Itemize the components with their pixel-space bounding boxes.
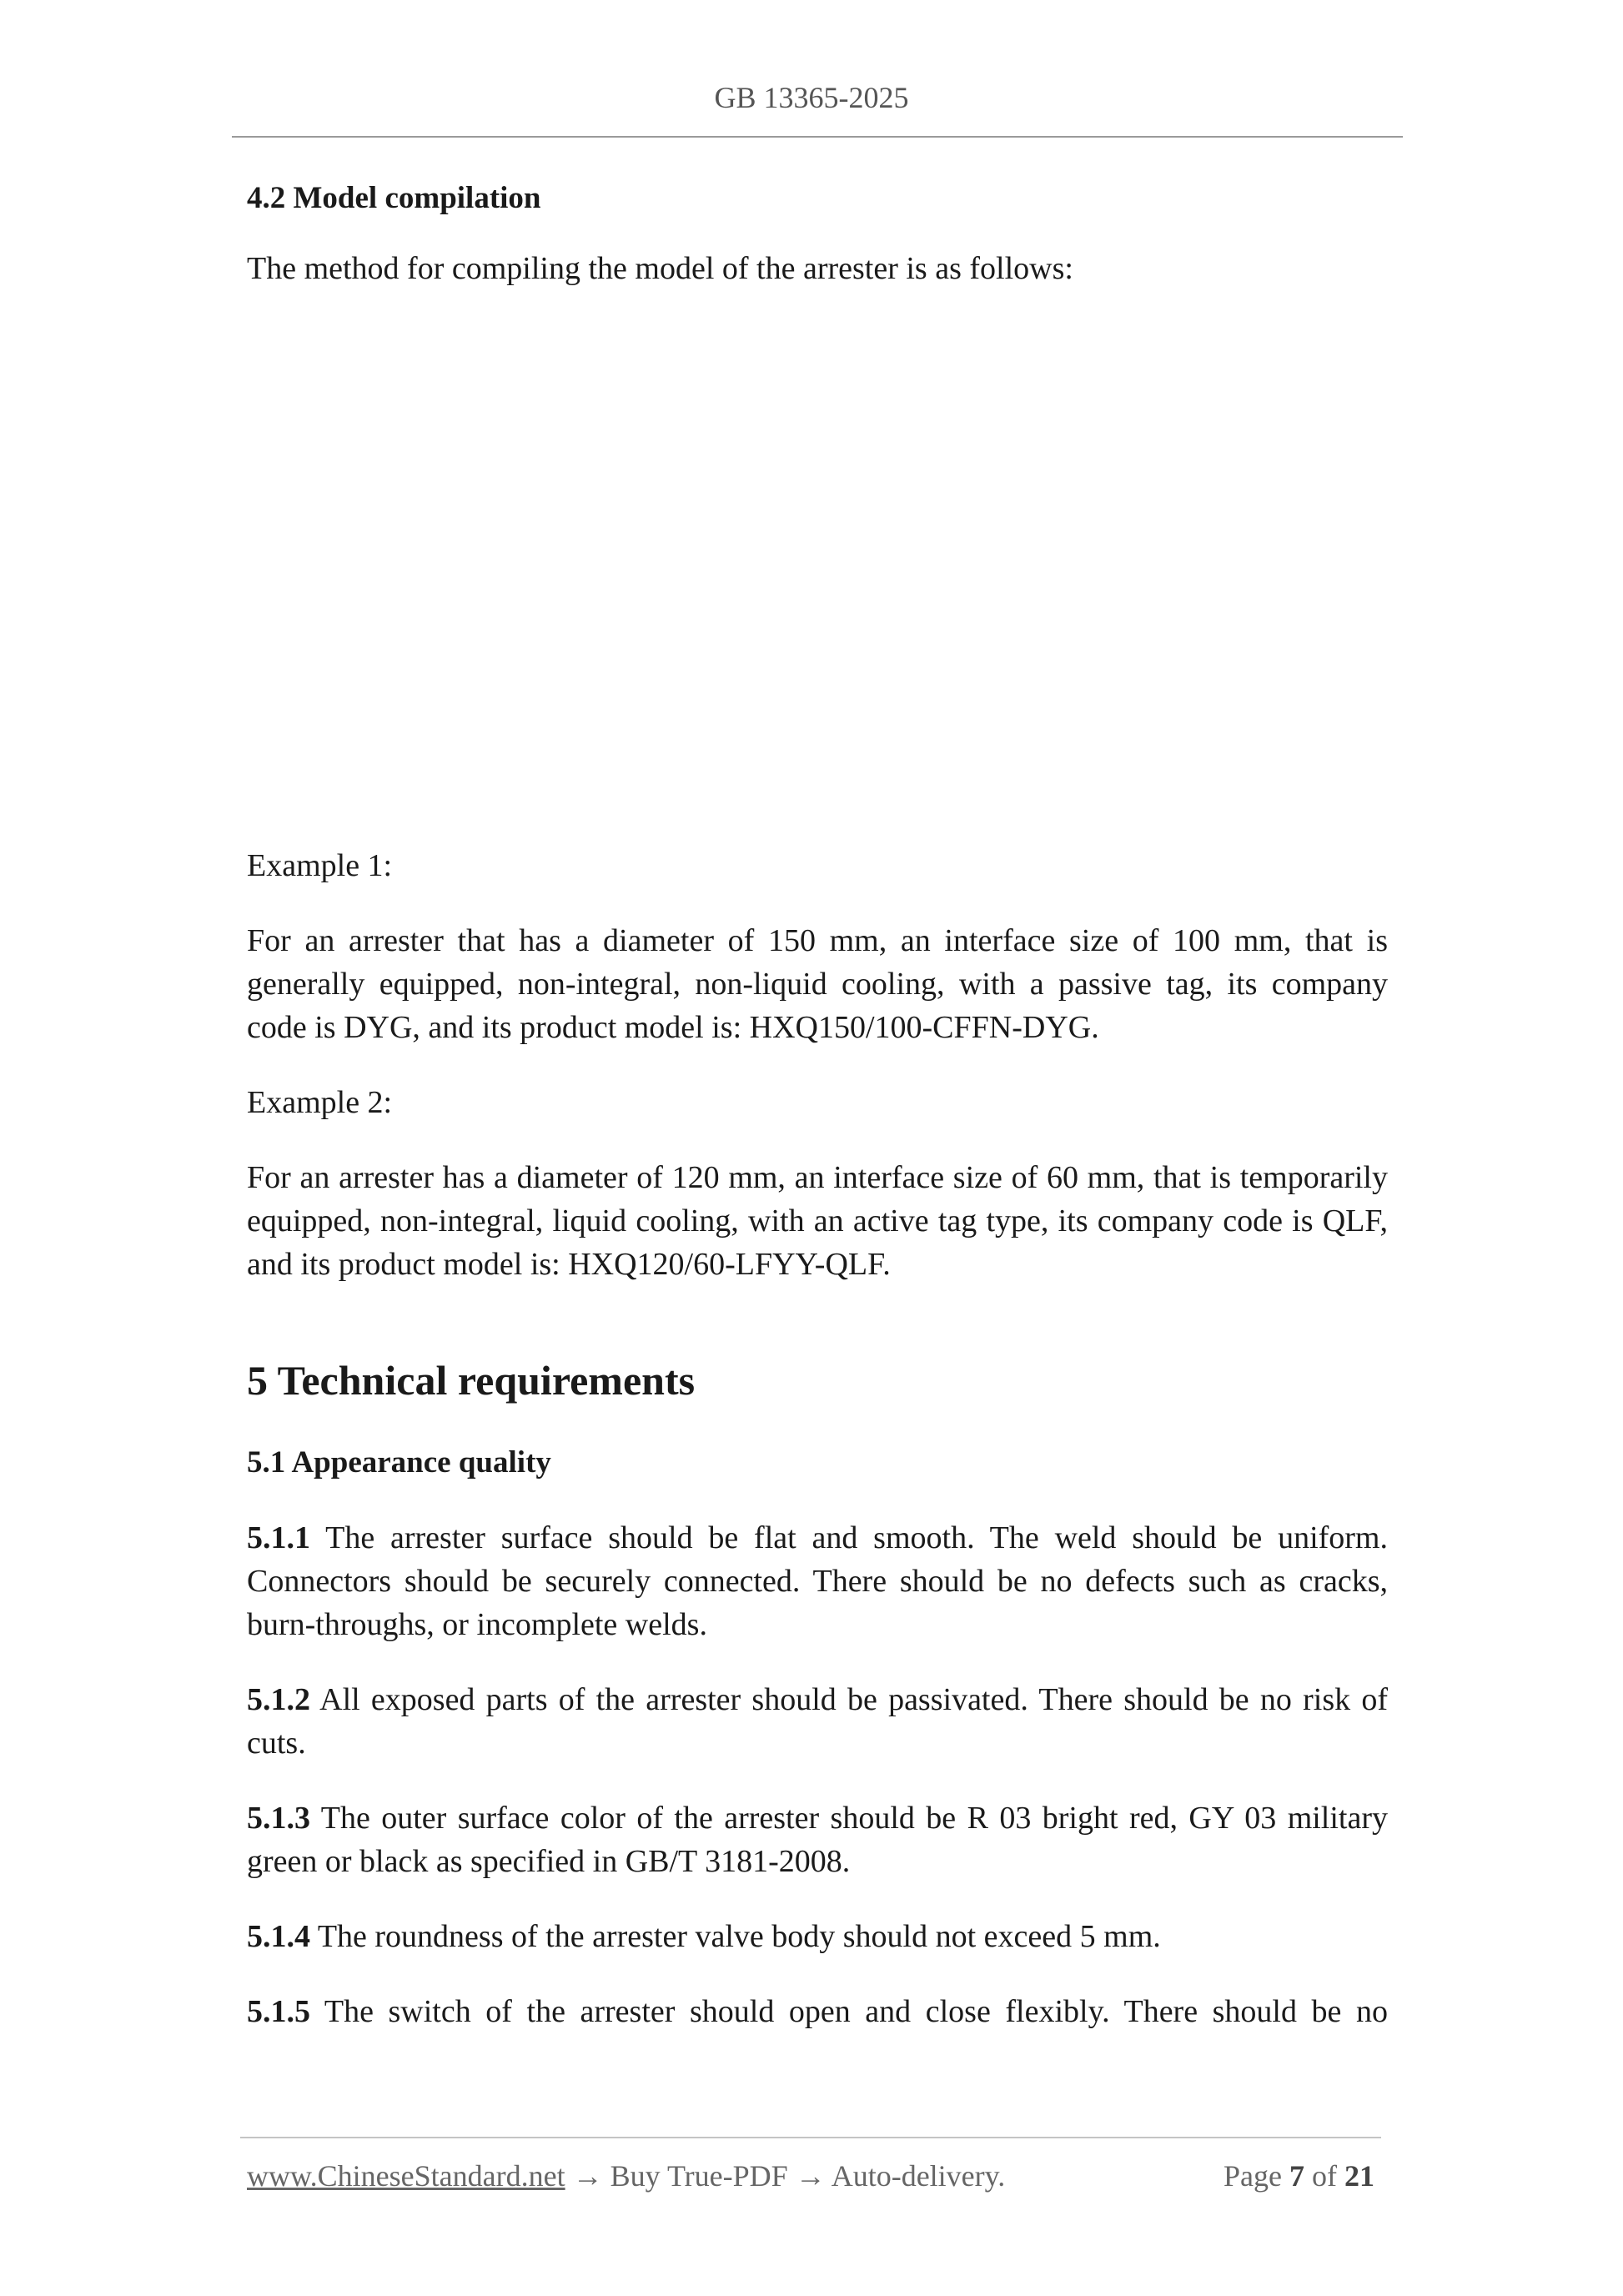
- header-divider: [232, 136, 1403, 138]
- footer-promo: [247, 2158, 1005, 2193]
- section-5-1-heading: 5.1 Appearance quality: [247, 1445, 551, 1480]
- page-current: 7: [1289, 2159, 1304, 2193]
- example-1-label: Example 1:: [247, 848, 393, 883]
- section-4-2-intro: The method for compiling the model of the arrester is as follows:: [247, 251, 1073, 286]
- clause-text: All exposed parts of the arrester should be passivated. There should be no risk of cuts.: [247, 1682, 1388, 1761]
- arrow-right-icon: →: [572, 2159, 603, 2193]
- example-1-text: For an arrester that has a diameter of 150 mm, an interface size of 100 mm, that is generally equipped, non-integral, non-liquid cooling, with a passive tag, its company code is DYG, and its product model is: HXQ150/100-CFFN-DYG.: [247, 923, 1388, 1045]
- clause-number: 5.1.1: [247, 1520, 310, 1555]
- clause-5-1-5: [247, 1990, 1388, 2033]
- footer-divider: [240, 2137, 1381, 2138]
- clause-text: The outer surface color of the arrester should be R 03 bright red, GY 03 military green or black as specified in GB/T 3181-2008.: [247, 1801, 1388, 1879]
- clause-number: 5.1.5: [247, 1994, 310, 2029]
- section-5-heading: 5 Technical requirements: [247, 1357, 696, 1404]
- clause-5-1-1: [247, 1516, 1388, 1646]
- clause-5-1-3: [247, 1796, 1388, 1883]
- section-4-2-heading: 4.2 Model compilation: [247, 181, 541, 215]
- page-number: [1224, 2158, 1374, 2193]
- clause-number: 5.1.2: [247, 1682, 310, 1717]
- model-figure-placeholder: [247, 290, 1388, 844]
- page-total: 21: [1344, 2159, 1374, 2193]
- page-label: Page: [1224, 2159, 1282, 2193]
- clause-5-1-4: [247, 1915, 1388, 1958]
- buy-text: Buy True-PDF: [610, 2159, 788, 2193]
- page-body: [247, 175, 1388, 2033]
- clause-5-1-2: [247, 1678, 1388, 1765]
- page-of: of: [1312, 2159, 1337, 2193]
- example-2-label: Example 2:: [247, 1085, 393, 1120]
- delivery-text: Auto-delivery.: [831, 2159, 1006, 2193]
- clause-text: The roundness of the arrester valve body should not exceed 5 mm.: [310, 1919, 1161, 1954]
- clause-text: The switch of the arrester should open and close flexibly. There should be no: [310, 1994, 1388, 2029]
- clause-text: The arrester surface should be flat and smooth. The weld should be uniform. Connectors should be securely connected. There should be no defects such as cracks, burn-throughs, or incomplete welds.: [247, 1520, 1388, 1642]
- arrow-right-icon: →: [795, 2159, 826, 2193]
- clause-number: 5.1.3: [247, 1801, 310, 1836]
- running-header: GB 13365-2025: [714, 81, 909, 114]
- site-link[interactable]: www.ChineseStandard.net: [247, 2159, 565, 2193]
- example-2-text: For an arrester has a diameter of 120 mm, an interface size of 60 mm, that is temporarily equipped, non-integral, liquid cooling, with an active tag type, its company code is QLF, and its product model is: HXQ120/60-LFYY-QLF.: [247, 1160, 1388, 1282]
- clause-number: 5.1.4: [247, 1919, 310, 1954]
